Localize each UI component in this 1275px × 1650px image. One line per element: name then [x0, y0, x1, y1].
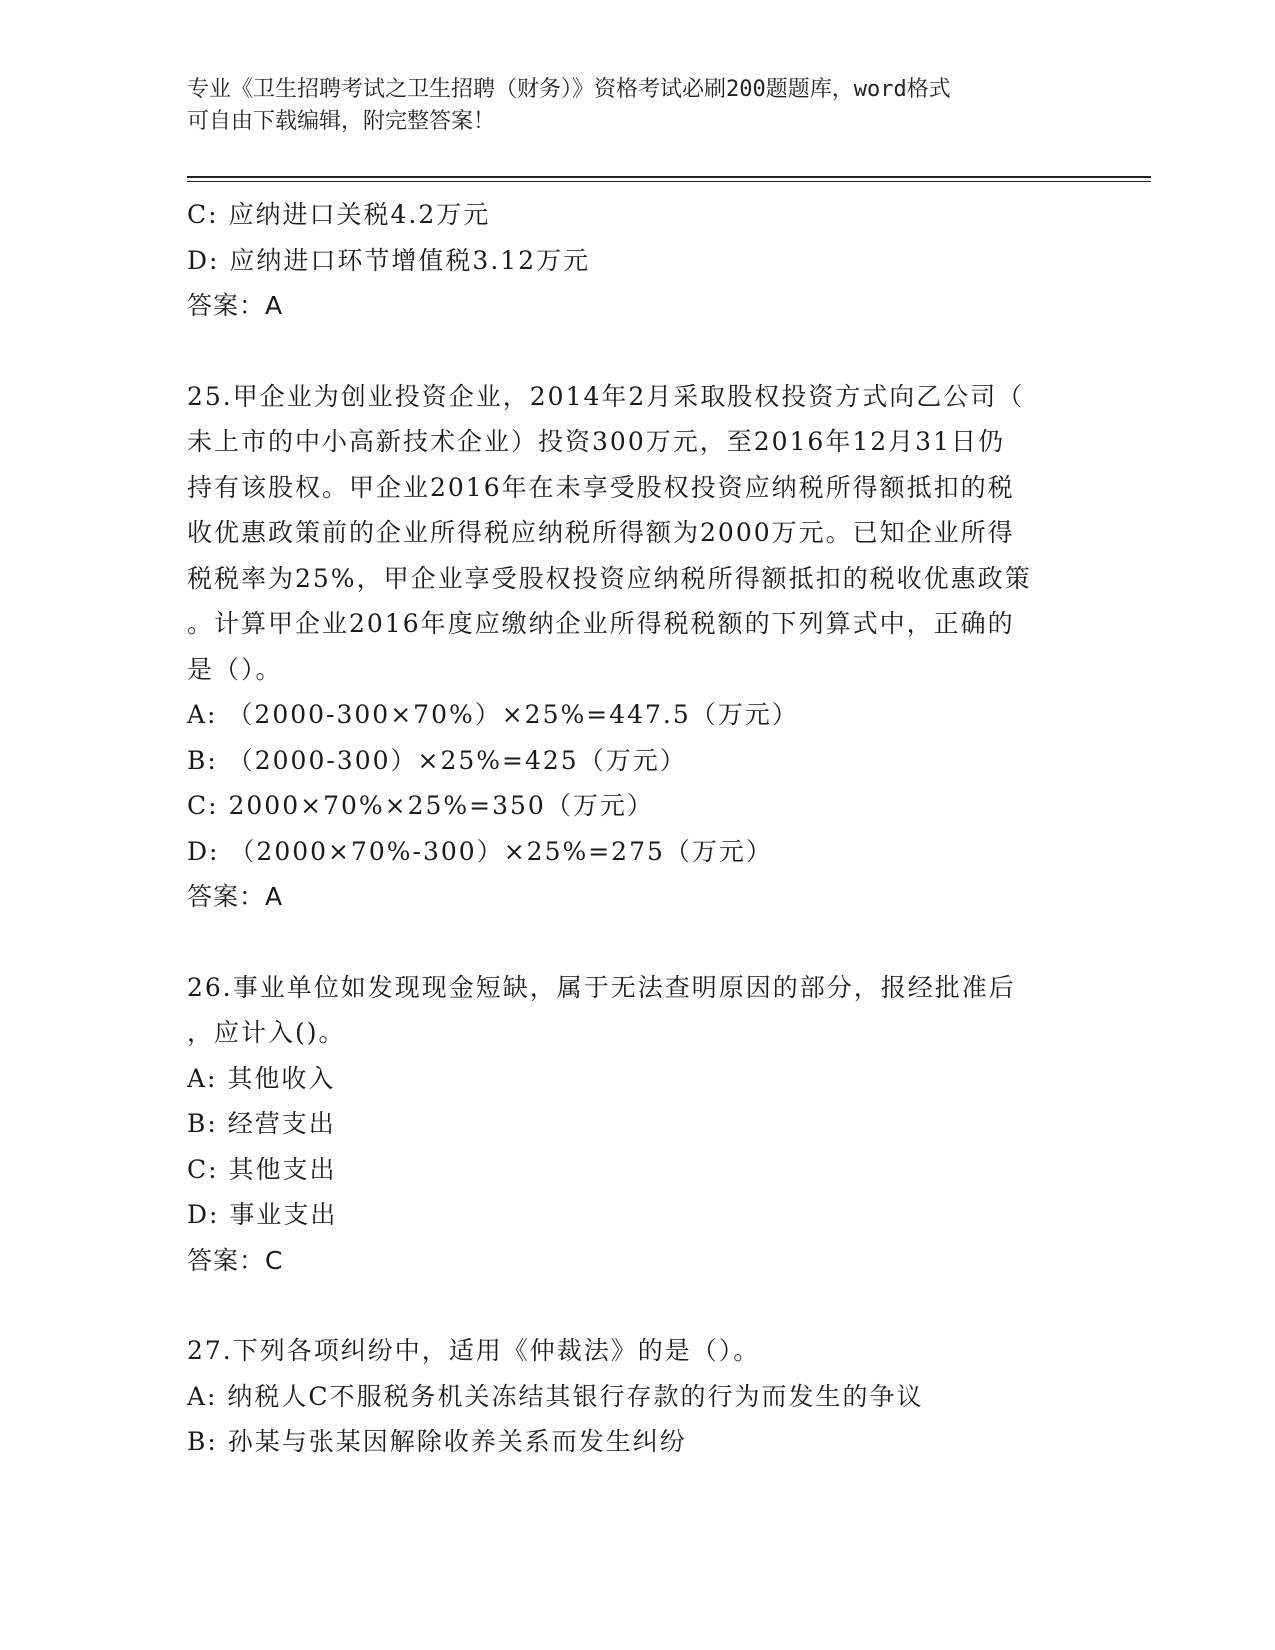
question-text-line: 是（）。	[187, 654, 283, 684]
option-c: C: 2000×70%×25%=350（万元）	[187, 791, 654, 820]
option-d: D: 事业支出	[187, 1200, 338, 1229]
question-text-line: 26.事业单位如发现现金短缺，属于无法查明原因的部分，报经批准后	[187, 972, 1016, 1002]
option-b: B: 孙某与张某因解除收养关系而发生纠纷	[187, 1427, 687, 1456]
spacer	[187, 920, 1087, 965]
spacer	[187, 1283, 1087, 1328]
answer-line: 答案：C	[187, 1245, 284, 1275]
answer-line: 答案：A	[187, 291, 284, 320]
question-24-tail	[187, 192, 1087, 329]
question-text-line: 税税率为25%，甲企业享受股权投资应纳税所得额抵扣的税收优惠政策	[187, 563, 1032, 593]
question-26	[187, 965, 1087, 1284]
option-d: D: （2000×70%-300）×25%=275（万元）	[187, 836, 773, 866]
question-text-line: 27.下列各项纠纷中，适用《仲裁法》的是（）。	[187, 1336, 761, 1365]
question-27	[187, 1328, 1087, 1465]
question-text-line: 。计算甲企业2016年度应缴纳企业所得税税额的下列算式中，正确的	[187, 609, 1015, 638]
option-b: B: （2000-300）×25%=425（万元）	[187, 745, 687, 775]
spacer	[187, 329, 1087, 374]
header-rule-thin	[187, 181, 1151, 182]
answer-line: 答案：A	[187, 882, 284, 911]
option-d: D: 应纳进口环节增值税3.12万元	[187, 245, 591, 275]
option-a: A: 纳税人C不服税务机关冻结其银行存款的行为而发生的争议	[187, 1381, 924, 1411]
header-rule-thick	[187, 176, 1151, 178]
header-line-2: 可自由下载编辑，附完整答案！	[187, 109, 496, 134]
question-text-line: 收优惠政策前的企业所得税应纳税所得额为2000万元。已知企业所得	[187, 518, 1015, 547]
option-a: A: 其他收入	[187, 1063, 336, 1093]
question-text-line: 未上市的中小高新技术企业）投资300万元，至2016年12月31日仍	[187, 427, 1005, 456]
question-text-line: ，应计入()。	[187, 1018, 346, 1047]
document-body	[187, 192, 1087, 1465]
question-text-line: 25.甲企业为创业投资企业，2014年2月采取股权投资方式向乙公司（	[187, 381, 1025, 411]
option-c: C: 其他支出	[187, 1154, 337, 1184]
option-c: C: 应纳进口关税4.2万元	[187, 200, 491, 229]
question-text-line: 持有该股权。甲企业2016年在未享受股权投资应纳税所得额抵扣的税	[187, 472, 1015, 502]
option-b: B: 经营支出	[187, 1109, 336, 1138]
option-a: A: （2000-300×70%）×25%=447.5（万元）	[187, 700, 799, 729]
document-header	[187, 74, 1067, 138]
question-25	[187, 374, 1087, 920]
header-line-1: 专业《卫生招聘考试之卫生招聘（财务）》资格考试必刷200题题库，word格式	[187, 77, 951, 102]
